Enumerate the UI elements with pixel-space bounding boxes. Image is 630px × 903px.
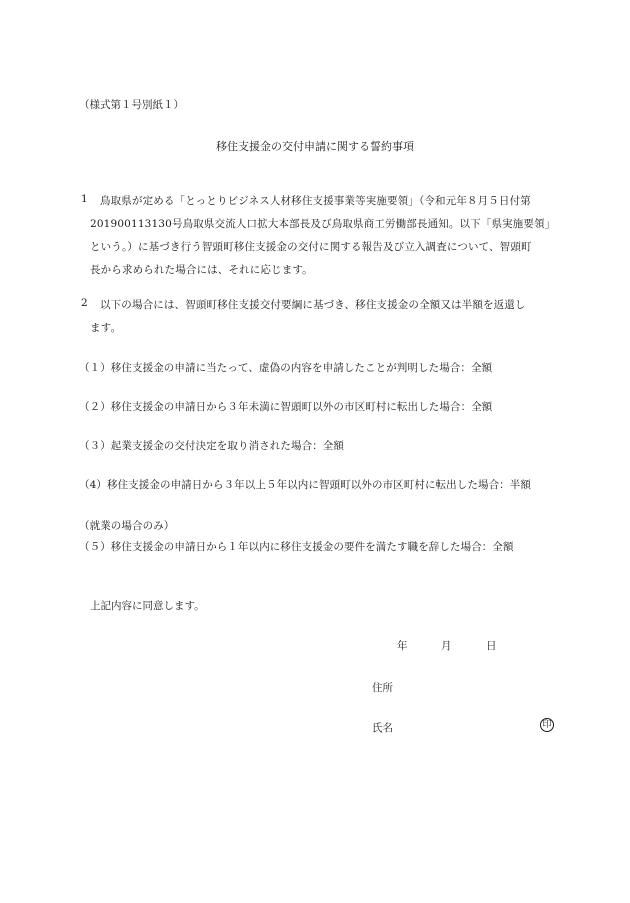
sub-item-2: （２）移住支援金の申請日から３年未満に智頭町以外の市区町村に転出した場合：全額 [79, 401, 493, 413]
form-label: （様式第１号別紙１） [79, 99, 184, 111]
item-2-line-1: 以下の場合には、智頭町移住支援交付要綱に基づき、移住支援金の全額又は半額を返還し [100, 299, 526, 311]
item-1-line-3: という。）に基づき行う智頭町移住支援金の交付に関する報告及び立入調査について、智頭町 [90, 241, 532, 253]
address-label: 住所 [372, 682, 393, 694]
name-label: 氏名 [372, 722, 393, 734]
date-year-label: 年 [397, 640, 408, 652]
item-number-1: 1 [81, 193, 88, 205]
item-1-line-2: 201900113130号鳥取県交流人口拡大本部長及び鳥取県商工労働部長通知。以下「県実施要領」 [90, 218, 556, 230]
employment-only-note: （就業の場合のみ） [79, 520, 175, 532]
sub-item-4: （4）移住支援金の申請日から３年以上５年以内に智頭町以外の市区町村に転出した場合：半額 [79, 479, 531, 491]
item-number-2: 2 [81, 297, 88, 309]
sub-item-1: （１）移住支援金の申請に当たって、虚偽の内容を申請したことが判明した場合：全額 [79, 362, 493, 374]
seal-mark-icon: 印 [540, 718, 554, 732]
agreement-text: 上記内容に同意します。 [90, 600, 205, 612]
date-day-label: 日 [486, 640, 497, 652]
document-title: 移住支援金の交付申請に関する誓約事項 [216, 140, 414, 153]
item-1-line-1: 鳥取県が定める「とっとりビジネス人材移住支援事業等実施要領」（令和元年８月５日付第 [100, 195, 531, 207]
sub-item-3: （３）起業支援金の交付決定を取り消された場合：全額 [79, 440, 344, 452]
item-1-line-4: 長から求められた場合には、それに応じます。 [90, 264, 313, 276]
date-month-label: 月 [441, 640, 452, 652]
sub-item-5: （５）移住支援金の申請日から１年以内に移住支援金の要件を満たす職を辞した場合：全額 [79, 541, 514, 553]
item-2-line-2: ます。 [90, 322, 122, 334]
